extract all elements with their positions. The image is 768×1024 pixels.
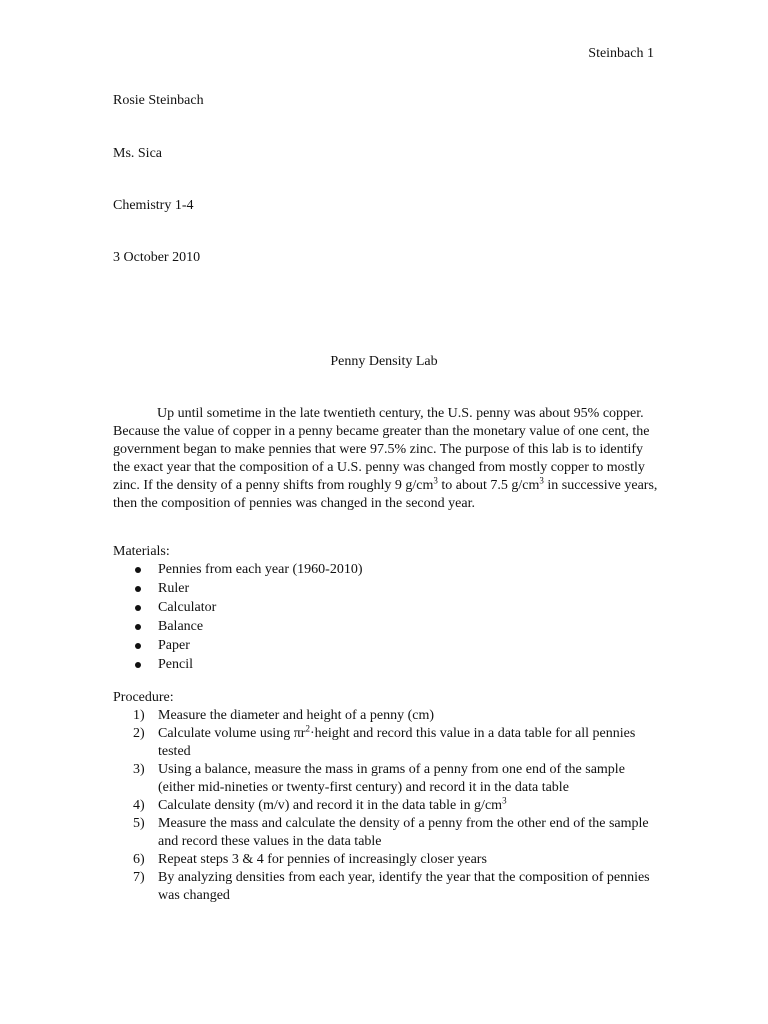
materials-item xyxy=(113,561,362,580)
procedure-step xyxy=(113,707,658,725)
procedure-step xyxy=(113,761,658,797)
step-text: Calculate volume using πr xyxy=(158,726,306,741)
page-header: Steinbach 1 xyxy=(588,46,654,61)
step-number: 3) xyxy=(133,762,145,777)
step-number: 4) xyxy=(133,798,145,813)
procedure-step xyxy=(113,815,658,851)
step-text: Measure the mass and calculate the density of a penny from the other end of the sample and record these values in the data table xyxy=(158,816,649,849)
materials-item-text: Ruler xyxy=(158,581,190,596)
materials-item-text: Balance xyxy=(158,619,204,634)
materials-item xyxy=(113,599,362,618)
procedure-step xyxy=(113,851,658,869)
intro-text-part2: to about 7.5 g/cm xyxy=(437,478,540,493)
bullet-icon xyxy=(135,567,141,573)
materials-heading: Materials: xyxy=(113,544,170,559)
materials-item xyxy=(113,580,362,599)
step-text: Using a balance, measure the mass in grams of a penny from one end of the sample (either mid-nineties or twenty-first century) and record it in the data table xyxy=(158,762,625,795)
bullet-icon xyxy=(135,605,141,611)
step-superscript: 2 xyxy=(305,723,310,734)
bullet-icon xyxy=(135,586,141,592)
bullet-icon xyxy=(135,643,141,649)
materials-item xyxy=(113,637,362,656)
bullet-icon xyxy=(135,624,141,630)
step-number: 5) xyxy=(133,816,145,831)
step-text: Measure the diameter and height of a penny (cm) xyxy=(158,708,435,723)
procedure-list xyxy=(113,707,658,905)
procedure-step xyxy=(113,869,658,905)
intro-paragraph xyxy=(113,405,658,513)
document-date: 3 October 2010 xyxy=(113,250,201,265)
step-number: 2) xyxy=(133,726,145,741)
step-superscript: 3 xyxy=(502,795,507,806)
procedure-step xyxy=(113,797,658,815)
intro-superscript-2: 3 xyxy=(539,475,544,486)
step-text: Calculate density (m/v) and record it in the data table in g/cm xyxy=(158,798,503,813)
materials-item-text: Calculator xyxy=(158,600,217,615)
intro-text-part3: in successive years, then the composition of pennies was changed in the second year. xyxy=(113,478,658,511)
materials-item-text: Pennies from each year (1960-2010) xyxy=(158,562,363,577)
materials-item-text: Paper xyxy=(158,638,190,653)
intro-text-part1: Up until sometime in the late twentieth century, the U.S. penny was about 95% copper. Because the value of copper in a penny became greater than the monetary value of one cent, the government began to make pennies that were 97.5% zinc. The purpose of this lab is to identify the exact year that the composition of a U.S. penny was changed from mostly copper to mostly zinc. If the density of a penny shifts from roughly 9 g/cm xyxy=(113,406,650,493)
step-text: By analyzing densities from each year, identify the year that the composition of pennies was changed xyxy=(158,870,650,903)
procedure-heading: Procedure: xyxy=(113,690,174,705)
bullet-icon xyxy=(135,662,141,668)
intro-superscript-1: 3 xyxy=(433,475,438,486)
materials-item xyxy=(113,618,362,637)
step-number: 1) xyxy=(133,708,145,723)
procedure-step xyxy=(113,725,658,761)
materials-item-text: Pencil xyxy=(158,657,193,672)
step-text-continued: ·height and record this value in a data table for all pennies tested xyxy=(158,726,636,759)
author-name: Rosie Steinbach xyxy=(113,93,204,108)
step-number: 7) xyxy=(133,870,145,885)
teacher-name: Ms. Sica xyxy=(113,146,162,161)
document-title: Penny Density Lab xyxy=(330,354,438,369)
step-text: Repeat steps 3 & 4 for pennies of increasingly closer years xyxy=(158,852,487,867)
materials-item xyxy=(113,656,362,675)
step-number: 6) xyxy=(133,852,145,867)
materials-list xyxy=(113,561,362,675)
course-name: Chemistry 1-4 xyxy=(113,198,194,213)
